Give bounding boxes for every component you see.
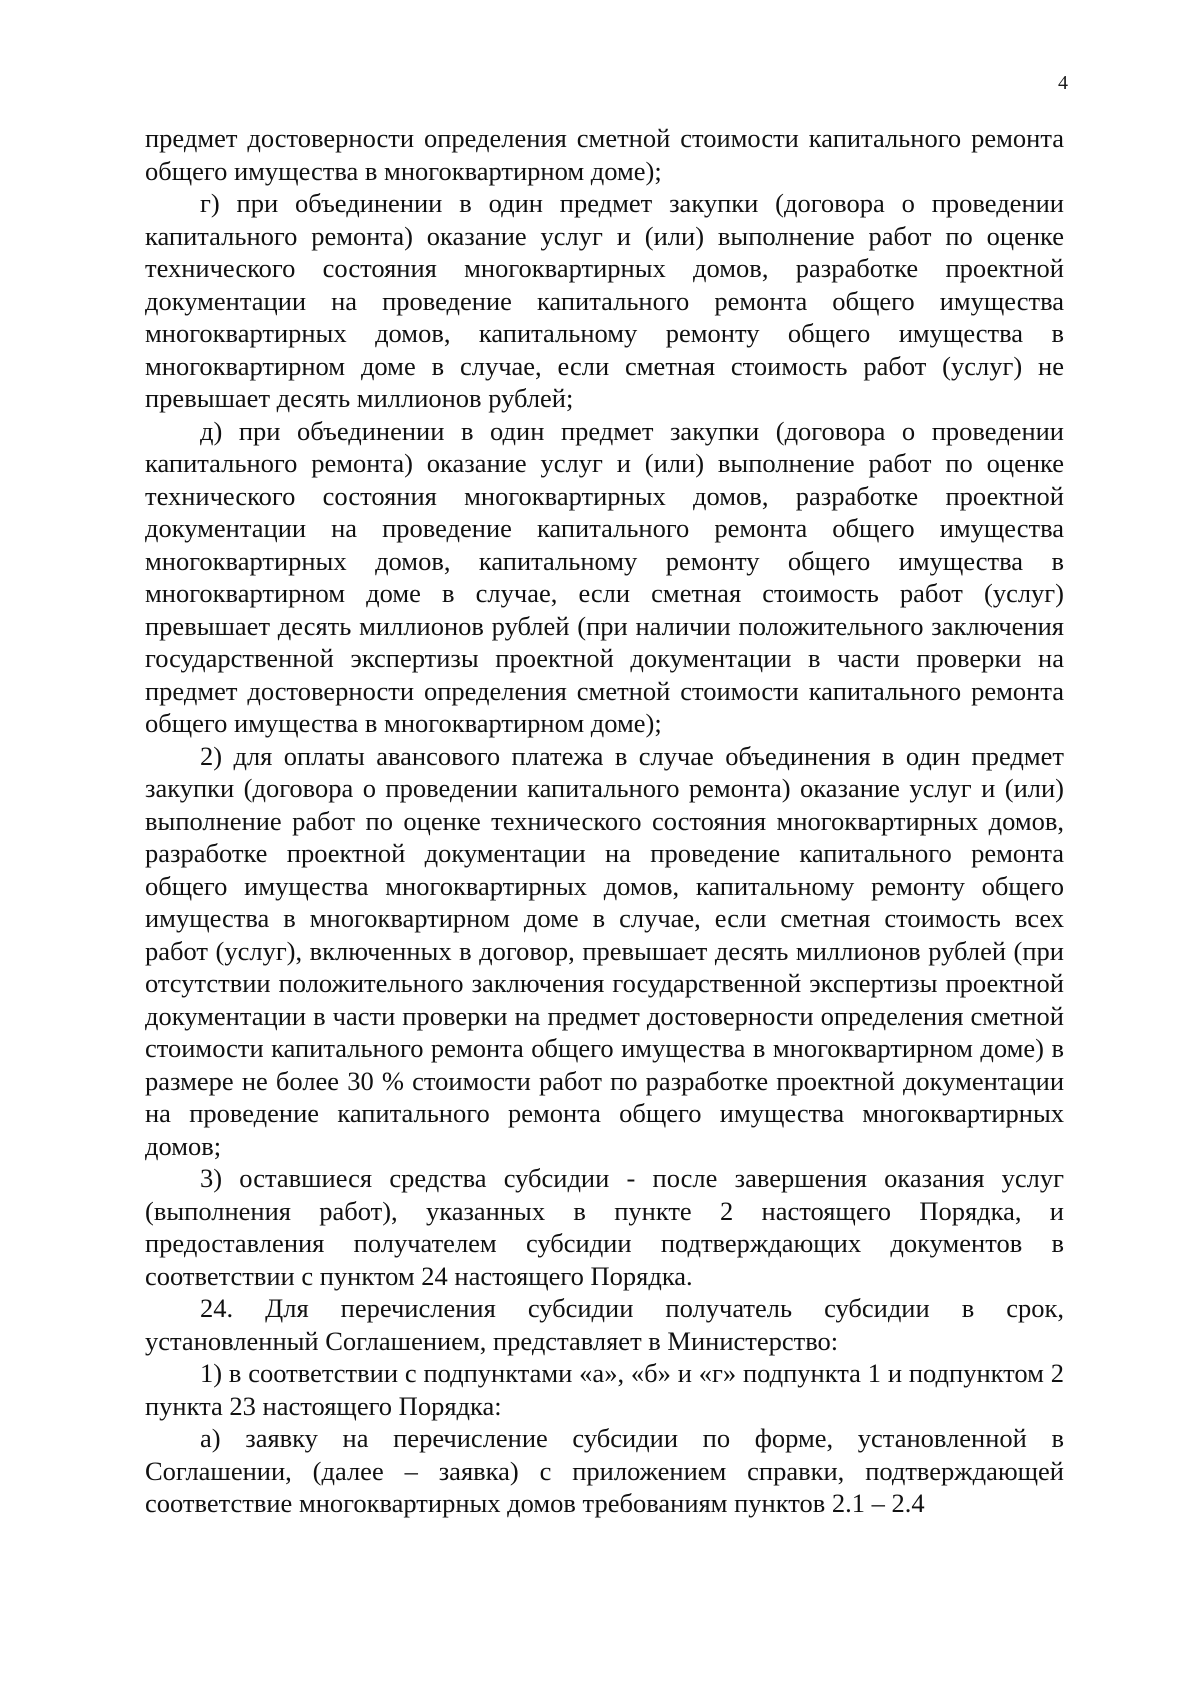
paragraph-clause-24-item-a: а) заявку на перечисление субсидии по форме, установленной в Соглашении, (далее – заявка) с приложением справки, подтверждающей соответствие многоквартирных домов требованиям пунктов 2.1 – 2.4	[145, 1423, 1064, 1518]
paragraph-item-3: 3) оставшиеся средства субсидии - после завершения оказания услуг (выполнения работ), указанных в пункте 2 настоящего Порядка, и предоставления получателем субсидии подтверждающих документов в соответствии с пунктом 24 настоящего Порядка.	[145, 1163, 1064, 1291]
paragraph-item-d: д) при объединении в один предмет закупки (договора о проведении капитального ремонта) оказание услуг и (или) выполнение работ по оценке технического состояния многоквартирных домов, разработке проектной документации на проведение капитального ремонта общего имущества многоквартирных домов, капитальному ремонту общего имущества в многоквартирном доме в случае, если сметная стоимость работ (услуг) превышает десять миллионов рублей (при наличии положительного заключения государственной экспертизы проектной документации в части проверки на предмет достоверности определения сметной стоимости капитального ремонта общего имущества в многоквартирном доме);	[145, 415, 1064, 738]
paragraph-continuation: предмет достоверности определения сметной стоимости капитального ремонта общего имущества в многоквартирном доме);	[145, 123, 1064, 186]
paragraph-clause-24-item-1: 1) в соответствии с подпунктами «а», «б» и «г» подпункта 1 и подпунктом 2 пункта 23 настоящего Порядка:	[145, 1358, 1064, 1421]
document-body	[145, 122, 1064, 1520]
page-number: 4	[1058, 72, 1068, 94]
paragraph-item-2: 2) для оплаты авансового платежа в случае объединения в один предмет закупки (договора о проведении капитального ремонта) оказание услуг и (или) выполнение работ по оценке технического состояния многоквартирных домов, разработке проектной документации на проведение капитального ремонта общего имущества многоквартирных домов, капитальному ремонту общего имущества в многоквартирном доме в случае, если сметная стоимость всех работ (услуг), включенных в договор, превышает десять миллионов рублей (при отсутствии положительного заключения государственной экспертизы проектной документации в части проверки на предмет достоверности определения сметной стоимости капитального ремонта общего имущества в многоквартирном доме) в размере не более 30 % стоимости работ по разработке проектной документации на проведение капитального ремонта общего имущества многоквартирных домов;	[145, 740, 1064, 1161]
paragraph-item-g: г) при объединении в один предмет закупки (договора о проведении капитального ремонта) оказание услуг и (или) выполнение работ по оценке технического состояния многоквартирных домов, разработке проектной документации на проведение капитального ремонта общего имущества многоквартирных домов, капитальному ремонту общего имущества в многоквартирном доме в случае, если сметная стоимость работ (услуг) не превышает десять миллионов рублей;	[145, 188, 1064, 413]
paragraph-clause-24: 24. Для перечисления субсидии получатель субсидии в срок, установленный Соглашением, представляет в Министерство:	[145, 1293, 1064, 1356]
